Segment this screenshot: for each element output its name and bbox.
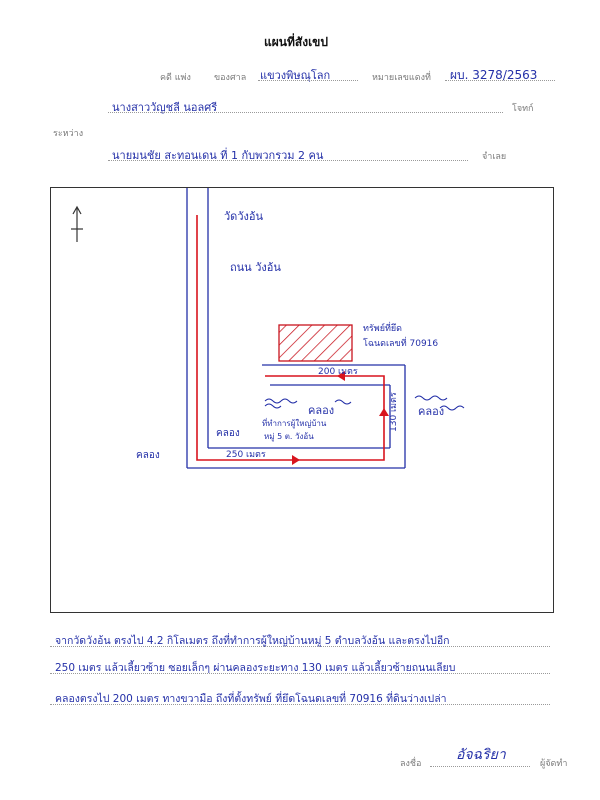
plot-label-title-deed: โฉนดเลขที่ 70916 [363,339,439,349]
description-line-1: จากวัดวังอ้น ตรงไป 4.2 กิโลเมตร ถึงที่ทำการผู้ใหญ่บ้านหมู่ 5 ตำบลวังอ้น และตรงไปอีก [55,635,450,647]
description-line-2: 250 เมตร แล้วเลี้ยวซ้าย ซอยเล็กๆ ผ่านคลองระยะทาง 130 เมตร แล้วเลี้ยวซ้ายถนนเลียบ [55,662,456,674]
road-label: ถนน วังอ้น [230,261,281,274]
document-title: แผนที่สังเขป [264,35,328,49]
plaintiff-name: นางสาววัญชลี นอลศรี [112,101,218,114]
distance-250-label: 250 เมตร [226,450,266,460]
land-plot [279,325,352,361]
court-label: ของศาล [214,73,247,83]
village-office-label: ที่ทำการผู้ใหญ่บ้าน [262,419,327,428]
court-name: แขวงพิษณุโลก [260,69,331,82]
case-type-label: คดี แพ่ง [160,73,191,83]
case-number: ผบ. 3278/2563 [450,68,538,82]
defendant-role: จำเลย [482,152,507,162]
signature: อัจฉริยา [456,747,506,763]
signer-role: ผู้จัดทำ [540,759,568,769]
between-label: ระหว่าง [53,129,84,139]
canal-label-road: คลอง [216,428,240,439]
plot-label-seized: ทรัพย์ที่ยึด [363,324,403,334]
north-arrow-icon [71,207,83,242]
distance-200-label: 200 เมตร [318,367,358,377]
distance-130-label: 130 เมตร [389,392,399,432]
canal-label-center: คลอง [308,404,335,417]
temple-label: วัดวังอ้น [224,210,263,223]
village-moo-label: หมู่ 5 ต. วังอ้น [264,432,314,441]
plaintiff-role: โจทก์ [512,104,534,114]
signature-label: ลงชื่อ [400,759,422,769]
description-line-3: คลองตรงไป 200 เมตร ทางขวามือ ถึงที่ตั้งทรัพย์ ที่ยึดโฉนดเลขที่ 70916 ที่ดินว่างเปล่า [55,693,447,705]
canal-label-far-left: คลอง [136,450,160,461]
case-number-label: หมายเลขแดงที่ [372,73,431,83]
defendant-name: นายมนชัย สะทอนเดน ที่ 1 กับพวกรวม 2 คน [112,149,324,162]
canal-label-right: คลอง [418,405,445,418]
